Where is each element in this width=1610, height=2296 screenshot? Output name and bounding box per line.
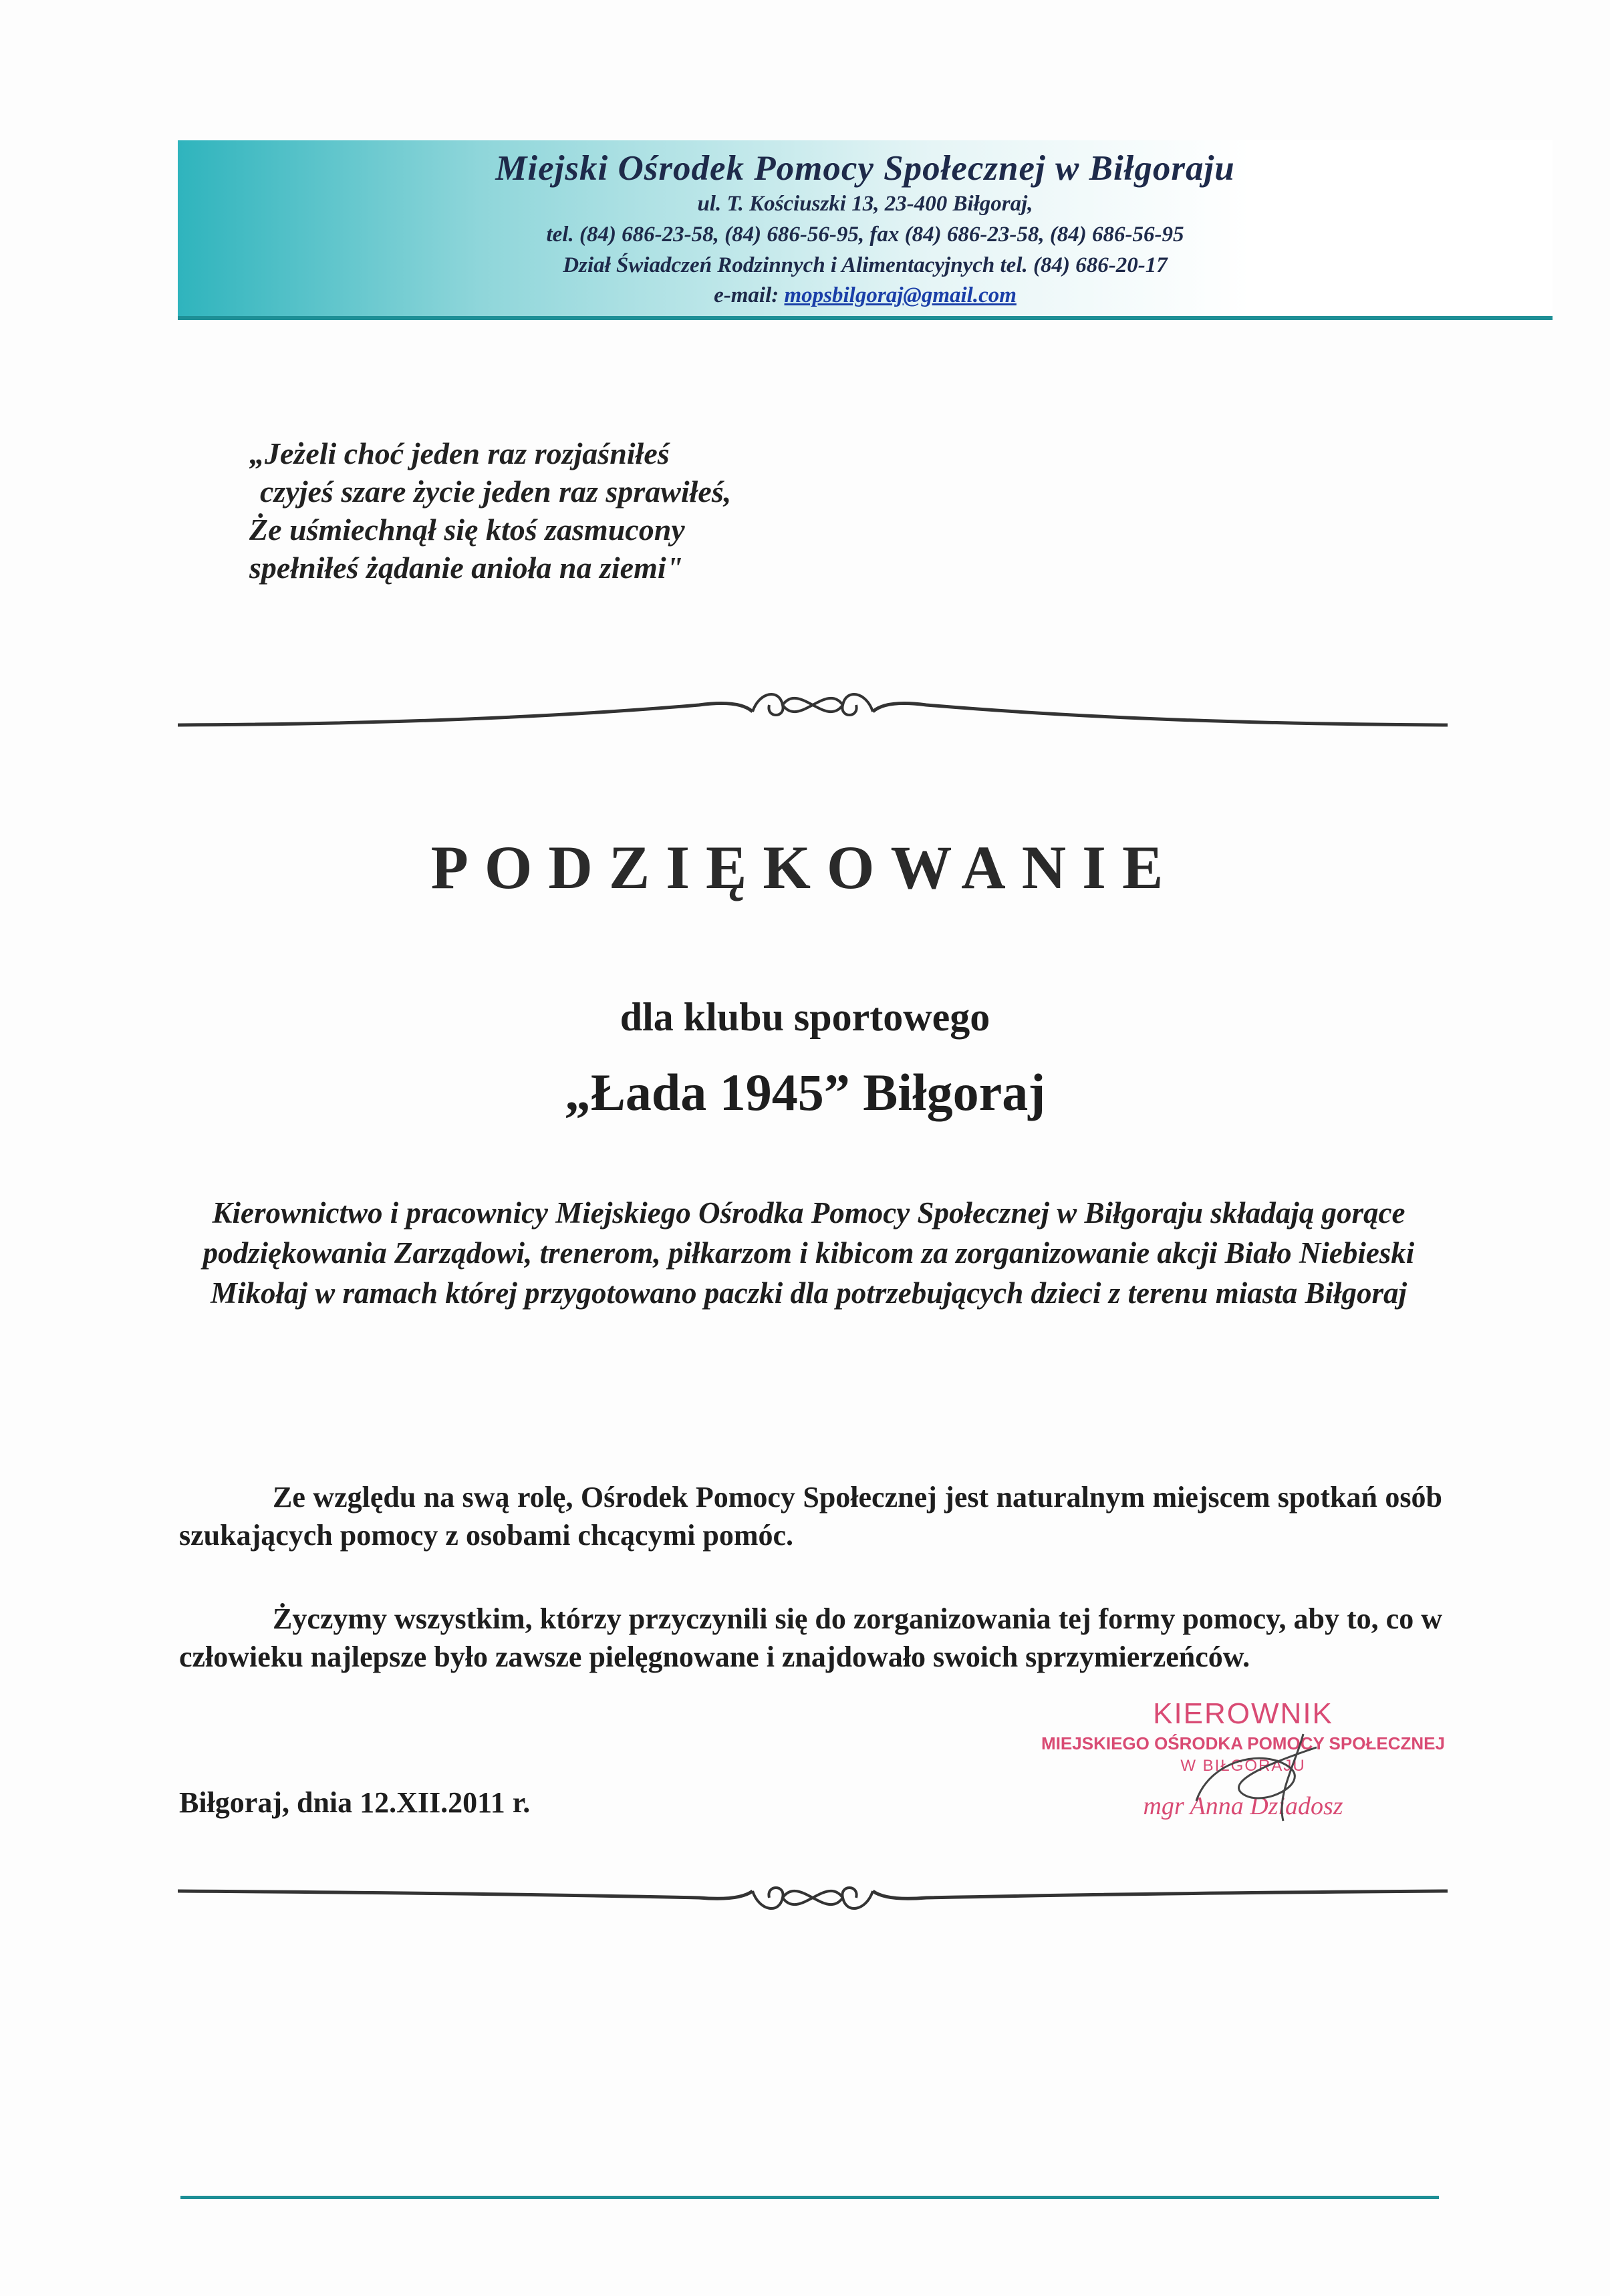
quote-line: „Jeżeli choć jeden raz rozjaśniłeś bbox=[249, 436, 670, 470]
body-paragraph-1 bbox=[179, 1478, 1442, 1554]
stamp-institution: MIEJSKIEGO OŚRODKA POMOCY SPOŁECZNEJ bbox=[1041, 1733, 1445, 1753]
body-paragraph-2 bbox=[179, 1600, 1442, 1676]
intro-paragraph: Kierownictwo i pracownicy Miejskiego Ośrodka Pomocy Społecznej w Biłgoraju składają gorące podziękowania Zarządowi, trenerom, piłkarzom i kibicom za zorganizowanie akcji Biało Niebieski Mikołaj w ramach której przygotowano paczki dla potrzebujących dzieci z terenu miasta Biłgoraj bbox=[203, 1196, 1415, 1310]
institution-address: ul. T. Kościuszki 13, 23-400 Biłgoraj, bbox=[697, 192, 1033, 216]
body-paragraph-2-text: Życzymy wszystkim, którzy przyczynili się do zorganizowania tej formy pomocy, aby to, co w człowieku najlepsze było zawsze pielęgnowane i znajdowało swoich sprzymierzeńców. bbox=[179, 1602, 1442, 1673]
ornament-divider-top bbox=[178, 678, 1448, 738]
institution-phones: tel. (84) 686-23-58, (84) 686-56-95, fax (84) 686-23-58, (84) 686-56-95 bbox=[546, 223, 1184, 247]
stamp-role: KIEROWNIK bbox=[1153, 1697, 1333, 1730]
email-label: e-mail: bbox=[714, 283, 785, 307]
institution-name: Miejski Ośrodek Pomocy Społecznej w Biłgoraju bbox=[495, 149, 1235, 188]
quote-line: czyjeś szare życie jeden raz sprawiłeś, bbox=[260, 474, 732, 509]
club-name: „Łada 1945” Biłgoraj bbox=[564, 1063, 1046, 1121]
handwritten-signature bbox=[1183, 1721, 1337, 1841]
institution-email-line bbox=[178, 281, 1553, 310]
body-paragraph-1-text: Ze względu na swą rolę, Ośrodek Pomocy Społecznej jest naturalnym miejscem spotkań osób szukających pomocy z osobami chcącymi pomóc. bbox=[179, 1481, 1442, 1552]
document-title: PODZIĘKOWANIE bbox=[430, 833, 1180, 901]
quote-line: spełniłeś żądanie anioła na ziemi" bbox=[249, 551, 684, 585]
place-date: Biłgoraj, dnia 12.XII.2011 r. bbox=[179, 1786, 531, 1819]
document-subtitle: dla klubu sportowego bbox=[620, 995, 990, 1039]
institution-department: Dział Świadczeń Rodzinnych i Alimentacyjnych tel. (84) 686-20-17 bbox=[563, 253, 1168, 277]
stamp-city: W BIŁGORAJU bbox=[1180, 1757, 1306, 1775]
footer-divider bbox=[180, 2196, 1439, 2199]
ornament-divider-bottom bbox=[178, 1861, 1448, 1921]
quote-line: Że uśmiechnął się ktoś zasmucony bbox=[249, 513, 685, 547]
quote bbox=[249, 434, 731, 587]
stamp-name: mgr Anna Dziadosz bbox=[1143, 1792, 1343, 1820]
letterhead-divider bbox=[178, 316, 1553, 320]
letterhead bbox=[178, 140, 1553, 316]
email-link[interactable]: mopsbilgoraj@gmail.com bbox=[784, 283, 1017, 307]
